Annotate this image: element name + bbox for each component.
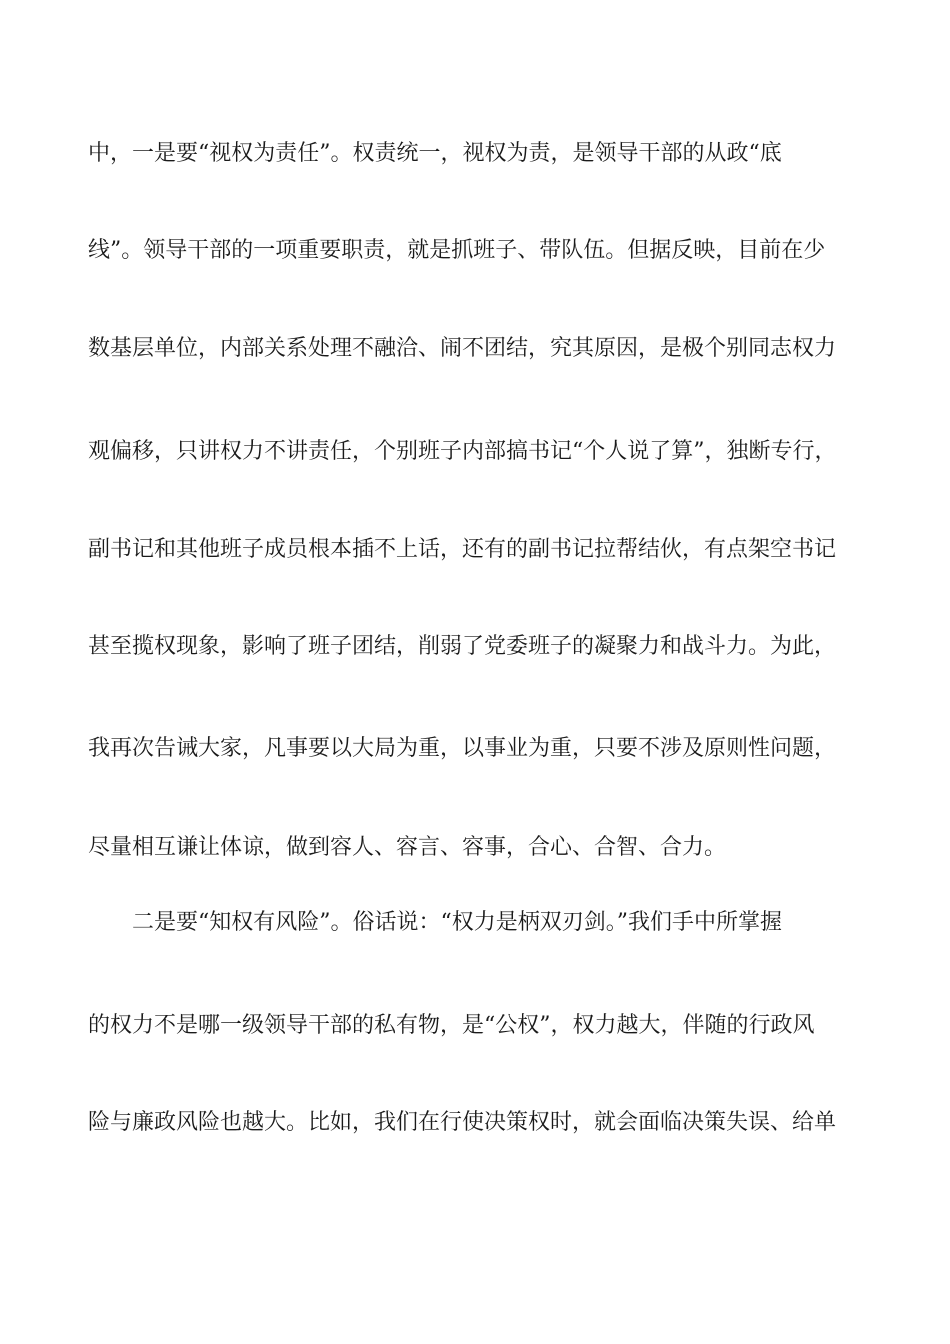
text-line: 数基层单位，内部关系处理不融洽、闹不团结，究其原因，是极个别同志权力	[88, 336, 837, 361]
text-line: 我再次告诫大家，凡事要以大局为重，以事业为重，只要不涉及原则性问题，	[88, 736, 837, 761]
text-line: 险与廉政风险也越大。比如，我们在行使决策权时，就会面临决策失误、给单	[88, 1110, 837, 1135]
text-line: 中，一是要“视权为责任”。权责统一，视权为责，是领导干部的从政“底	[88, 141, 782, 166]
text-line: 尽量相互谦让体谅，做到容人、容言、容事，合心、合智、合力。	[88, 835, 727, 860]
paragraph-first-line: 二是要“知权有风险”。俗话说：“权力是柄双刃剑。”我们手中所掌握	[132, 910, 782, 935]
text-line: 线”。领导干部的一项重要职责，就是抓班子、带队伍。但据反映，目前在少	[88, 238, 826, 263]
text-line: 观偏移，只讲权力不讲责任，个别班子内部搞书记“个人说了算”，独断专行，	[88, 439, 837, 464]
text-line: 甚至揽权现象，影响了班子团结，削弱了党委班子的凝聚力和战斗力。为此，	[88, 634, 837, 659]
text-line: 的权力不是哪一级领导干部的私有物，是“公权”，权力越大，伴随的行政风	[88, 1013, 815, 1038]
text-line: 副书记和其他班子成员根本插不上话，还有的副书记拉帮结伙，有点架空书记	[88, 537, 837, 562]
